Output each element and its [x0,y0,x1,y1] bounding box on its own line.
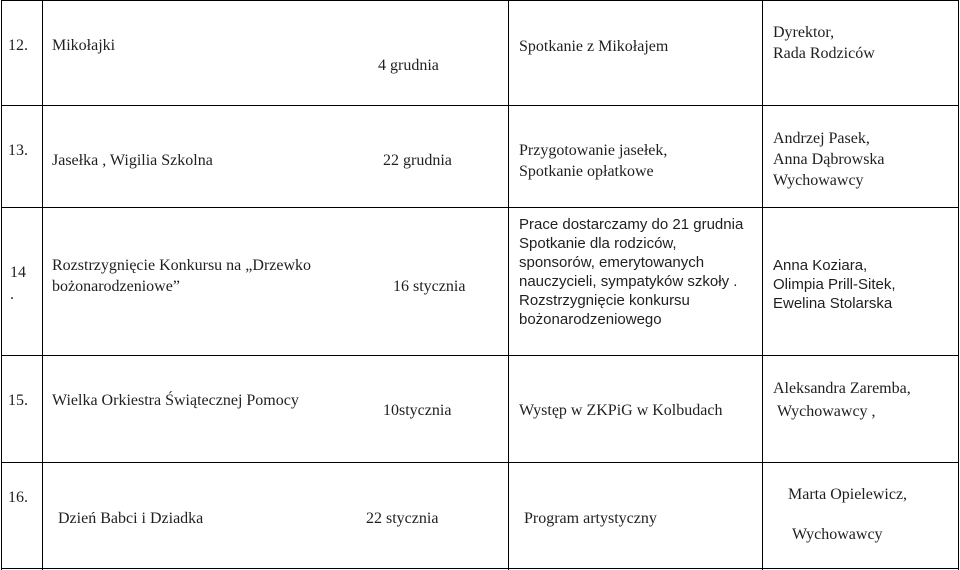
event-description: Spotkanie z Mikołajem [519,38,669,55]
row-number: 12. [8,37,28,54]
event-date: 22 grudnia [383,152,452,169]
event-responsible: Marta Opielewicz, [788,486,908,503]
event-description: Występ w ZKPiG w Kolbudach [519,402,723,419]
event-name: Mikołajki [52,37,116,54]
description-line: bożonarodzeniowego [519,311,662,328]
row-divider [1,568,959,569]
event-date: 10stycznia [383,402,452,419]
row-divider [1,105,959,106]
event-name: Wielka Orkiestra Świątecznej Pomocy [52,392,299,409]
event-description [519,215,743,329]
event-name-line: bożonarodzeniowe” [52,278,180,295]
description-line: sponsorów, emerytowanych [519,254,705,271]
event-name [52,255,311,297]
event-responsible [773,128,885,191]
responsible-line: Aleksandra Zaremba, [773,380,911,397]
row-divider [1,0,959,1]
event-date: 16 stycznia [393,278,466,295]
event-description: Program artystyczny [524,510,657,527]
row-divider [1,355,959,356]
column-divider [42,0,43,570]
description-line: Przygotowanie jasełek, [519,142,668,159]
event-date: 22 stycznia [366,510,439,527]
row-number-part: 14 [10,264,26,281]
event-responsible: Wychowawcy [792,526,883,543]
responsible-line: Wychowawcy , [777,403,876,420]
event-responsible [773,22,875,64]
description-line: Prace dostarczamy do 21 grudnia [519,216,744,233]
event-responsible [773,256,896,313]
responsible-line: Olimpia Prill-Sitek, [773,276,896,293]
row-divider [1,462,959,463]
description-line: Spotkanie opłatkowe [519,163,654,180]
event-name-line: Rozstrzygnięcie Konkursu na „Drzewko [52,257,312,274]
description-line: nauczycieli, sympatyków szkoły . [519,273,738,290]
description-line: Spotkanie dla rodziców, [519,235,677,252]
row-number: 16. [8,489,28,506]
event-description [519,140,667,182]
event-name: Dzień Babci i Dziadka [58,510,204,527]
event-date: 4 grudnia [378,57,439,74]
column-divider [1,0,2,570]
row-number: 15. [8,392,28,409]
row-number-part: . [10,286,14,303]
responsible-line: Ewelina Stolarska [773,295,893,312]
responsible-line: Wychowawcy [773,172,864,189]
responsible-line: Anna Koziara, [773,257,868,274]
column-divider [508,0,509,570]
responsible-line: Rada Rodziców [773,45,875,62]
row-number: 13. [8,142,28,159]
description-line: Rozstrzygnięcie konkursu [519,292,690,309]
responsible-line: Andrzej Pasek, [773,130,870,147]
event-name: Jasełka , Wigilia Szkolna [52,152,213,169]
event-responsible [773,377,911,423]
row-number [10,262,26,306]
column-divider [762,0,763,570]
responsible-line: Anna Dąbrowska [773,151,885,168]
column-divider [958,0,959,570]
responsible-line: Dyrektor, [773,24,835,41]
row-divider [1,207,959,208]
